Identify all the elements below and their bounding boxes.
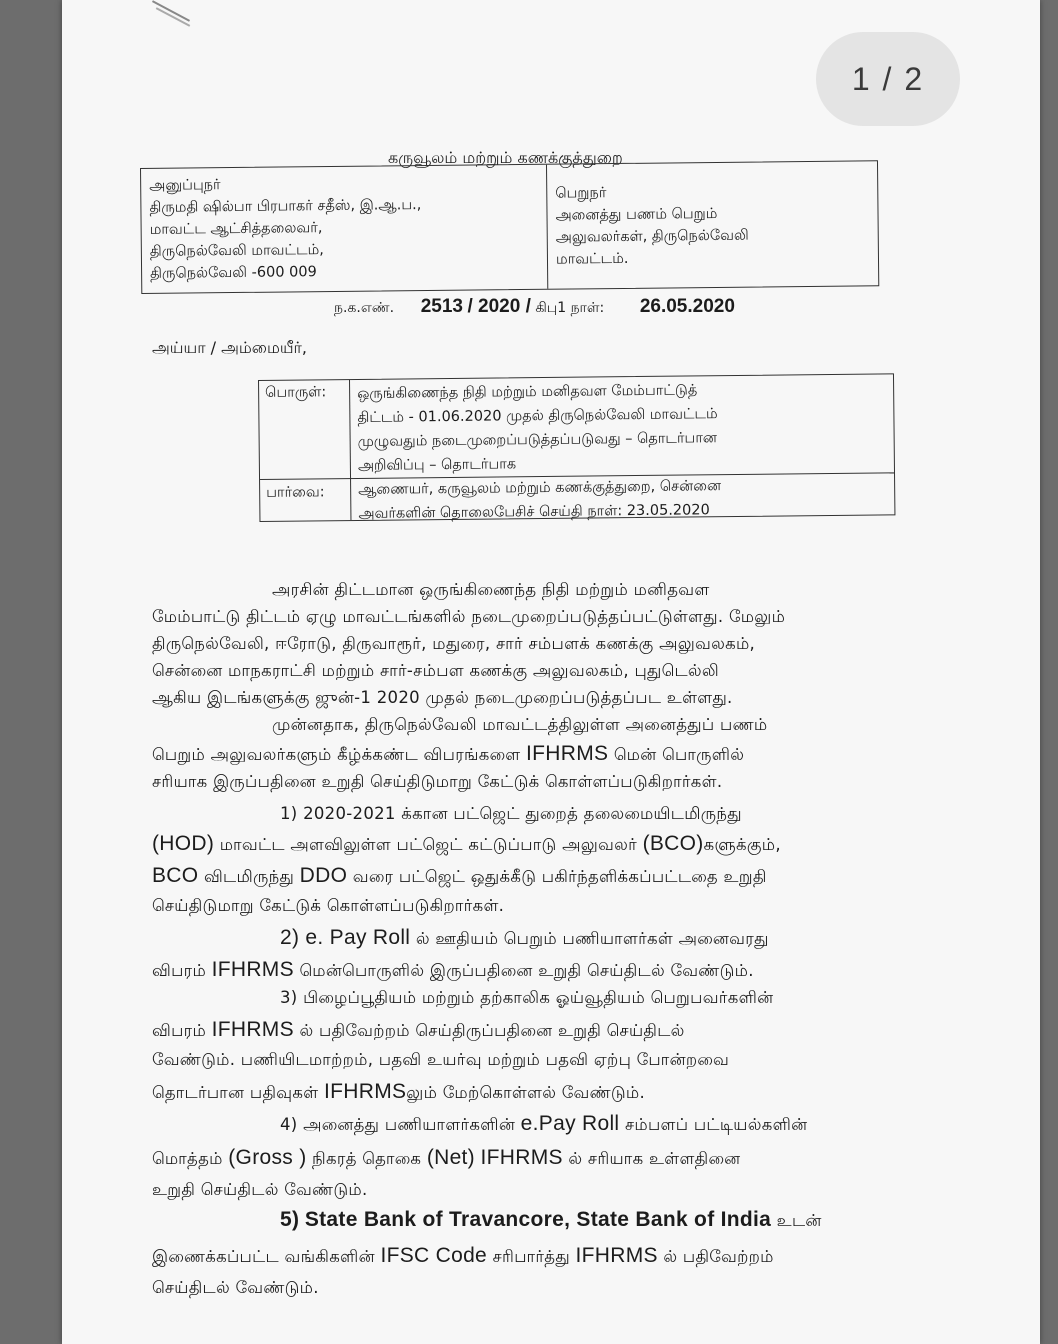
body-line: முன்னதாக, திருநெல்வேலி மாவட்டத்திலுள்ள அனைத்துப் பணம் [272,715,768,734]
text-segment: மென்பொருளில் இருப்பதினை உறுதி செய்திடல் வேண்டும். [299,961,754,980]
text-segment: இணைக்கப்பட்ட வங்கிகளின் [152,1247,375,1266]
body-line: அரசின் திட்டமான ஒருங்கிணைந்த நிதி மற்றும் மனிதவள [272,580,710,599]
body-line: 3) பிழைப்பூதியம் மற்றும் தற்காலிக ஓய்வூதியம் பெறுபவர்களின் [280,988,774,1007]
department-heading: கருவூலம் மற்றும் கணக்குத்துறை [388,148,623,167]
reference-line [334,296,735,318]
text-segment: தொடர்பான பதிவுகள் [152,1083,319,1102]
reference-code: கிபு1 [535,300,567,316]
text-segment: 5) [280,1208,300,1231]
reference-date-label: நாள்: [570,300,605,316]
text-segment: நிகரத் தொகை [312,1149,422,1168]
text-segment: மொத்தம் [152,1149,223,1168]
text-segment: விபரம் [152,1021,207,1040]
address-box [140,160,879,294]
body-line: சரியாக இருப்பதினை உறுதி செய்திடுமாறு கேட்டுக் கொள்ளப்படுகிறார்கள். [152,772,723,791]
text-segment: விபரம் [152,961,207,980]
recipient-block [555,181,749,271]
body-line: மேம்பாட்டு திட்டம் ஏழு மாவட்டங்களில் நடைமுறைப்படுத்தப்பட்டுள்ளது. மேலும் [152,607,786,626]
body-line: சென்னை மாநகராட்சி மற்றும் சார்-சம்பள கணக்கு அலுவலகம், புதுடெல்லி [152,661,720,680]
reference-year: / 2020 / [467,296,531,317]
sender-line: மாவட்ட ஆட்சித்தலைவர், [149,220,323,238]
recipient-line: மாவட்டம். [555,250,629,268]
text-segment: 4) அனைத்து பணியாளர்களின் [280,1115,516,1134]
salutation: அய்யா / அம்மையீர், [152,338,307,357]
sender-line: திருநெல்வேலி மாவட்டம், [149,242,324,260]
text-segment: (Gross ) [228,1146,307,1169]
text-segment: ல் பதிவேற்றம் செய்திருப்பதினை உறுதி செய்திடல் [299,1021,685,1040]
text-segment: சரிபார்த்து [492,1247,570,1266]
sender-line: திருநெல்வேலி -600 009 [150,264,317,282]
reference-date: 26.05.2020 [639,296,735,317]
reference-prefix: ந.க.எண். [334,300,395,316]
subject-line: முழுவதும் நடைமுறைப்படுத்தப்படுவது – தொடர்பான [357,430,717,450]
text-segment: IFHRMS [480,1146,563,1169]
body-line [152,1018,685,1043]
address-divider [546,165,548,289]
body-line [280,926,769,951]
text-segment: DDO [299,864,348,887]
text-segment: (BCO) [642,832,704,855]
text-segment: (HOD) [152,832,215,855]
text-segment: பெறும் அலுவலர்களும் கீழ்க்கண்ட விபரங்களை [152,745,521,764]
staple-mark [152,0,190,21]
reference-note-line: அவர்களின் தொலைபேசிச் செய்தி நாள்: 23.05.2020 [358,502,710,522]
text-segment: மாவட்ட அளவிலுள்ள பட்ஜெட் கட்டுப்பாடு அலுவலர் [219,835,638,854]
text-segment: களுக்கும், [703,835,781,854]
text-segment: IFHRMS [211,1018,294,1041]
body-line [152,958,754,983]
recipient-heading: பெறுநர் [555,185,607,202]
label-divider [349,380,351,520]
body-line [280,1208,822,1233]
body-line [152,1080,645,1105]
recipient-line: அனைத்து பணம் பெறும் [555,205,718,224]
body-line: செய்திடல் வேண்டும். [152,1278,319,1297]
sender-heading: அனுப்புநர் [149,177,221,194]
text-segment: State Bank of Travancore, State Bank of India [304,1208,772,1231]
text-segment: 2) e. Pay Roll [280,926,411,949]
text-segment: e.Pay Roll [520,1112,620,1135]
subject-box [258,373,895,522]
body-line [152,1244,774,1269]
text-segment: லும் மேற்கொள்ளல் வேண்டும். [406,1083,646,1102]
body-line [152,742,744,767]
text-segment: BCO [152,864,199,887]
text-segment: உடன் [776,1211,822,1230]
body-line: 1) 2020-2021 க்கான பட்ஜெட் துறைத் தலைமையிடமிருந்து [280,804,742,823]
text-segment: ல் சரியாக உள்ளதினை [568,1149,741,1168]
text-segment: வரை பட்ஜெட் ஒதுக்கீடு பகிர்ந்தளிக்கப்பட்டதை உறுதி [352,867,767,886]
body-line [152,1146,740,1171]
text-segment: IFHRMS [211,958,294,981]
body-line: ஆகிய இடங்களுக்கு ஜுன்-1 2020 முதல் நடைமுறைப்படுத்தப்பட உள்ளது. [152,688,733,707]
body-line: வேண்டும். பணியிடமாற்றம், பதவி உயர்வு மற்றும் பதவி ஏற்பு போன்றவை [152,1050,730,1069]
text-segment: IFSC Code [380,1244,488,1267]
sender-block [149,172,422,285]
body-line: செய்திடுமாறு கேட்டுக் கொள்ளப்படுகிறார்கள். [152,896,505,915]
body-line: திருநெல்வேலி, ஈரோடு, திருவாரூர், மதுரை, சார் சம்பளக் கணக்கு அலுவலகம், [152,634,756,653]
text-segment: விடமிருந்து [203,867,295,886]
reference-note-text [358,474,721,526]
page-indicator: 1 / 2 [816,32,960,126]
reference-note-label: பார்வை: [266,484,325,501]
text-segment: மென் பொருளில் [613,745,745,764]
text-segment: (Net) [426,1146,475,1169]
body-line [152,832,781,857]
subject-label: பொருள்: [265,384,327,401]
text-segment: சம்பளப் பட்டியல்களின் [624,1115,808,1134]
body-line [152,864,767,889]
text-segment: ல் ஊதியம் பெறும் பணியாளர்கள் அனைவரது [415,929,769,948]
body-line: உறுதி செய்திடல் வேண்டும். [152,1180,368,1199]
subject-line: திட்டம் - 01.06.2020 முதல் திருநெல்வேலி மாவட்டம் [357,406,718,426]
reference-note-line: ஆணையர், கருவூலம் மற்றும் கணக்குத்துறை, சென்னை [358,478,722,498]
text-segment: IFHRMS [575,1244,658,1267]
subject-text [357,378,718,478]
recipient-line: அலுவலர்கள், திருநெல்வேலி [555,227,749,246]
subject-line: ஒருங்கிணைந்த நிதி மற்றும் மனிதவள மேம்பாட்டுத் [357,382,698,402]
subject-line: அறிவிப்பு – தொடர்பாக [357,456,517,474]
sender-line: திருமதி ஷில்பா பிரபாகர் சதீஸ், இ.ஆ.ப., [149,197,422,216]
text-segment: IFHRMS [324,1080,407,1103]
text-segment: IFHRMS [526,742,609,765]
text-segment: ல் பதிவேற்றம் [663,1247,774,1266]
body-line [280,1112,807,1137]
reference-number: 2513 [420,296,464,317]
